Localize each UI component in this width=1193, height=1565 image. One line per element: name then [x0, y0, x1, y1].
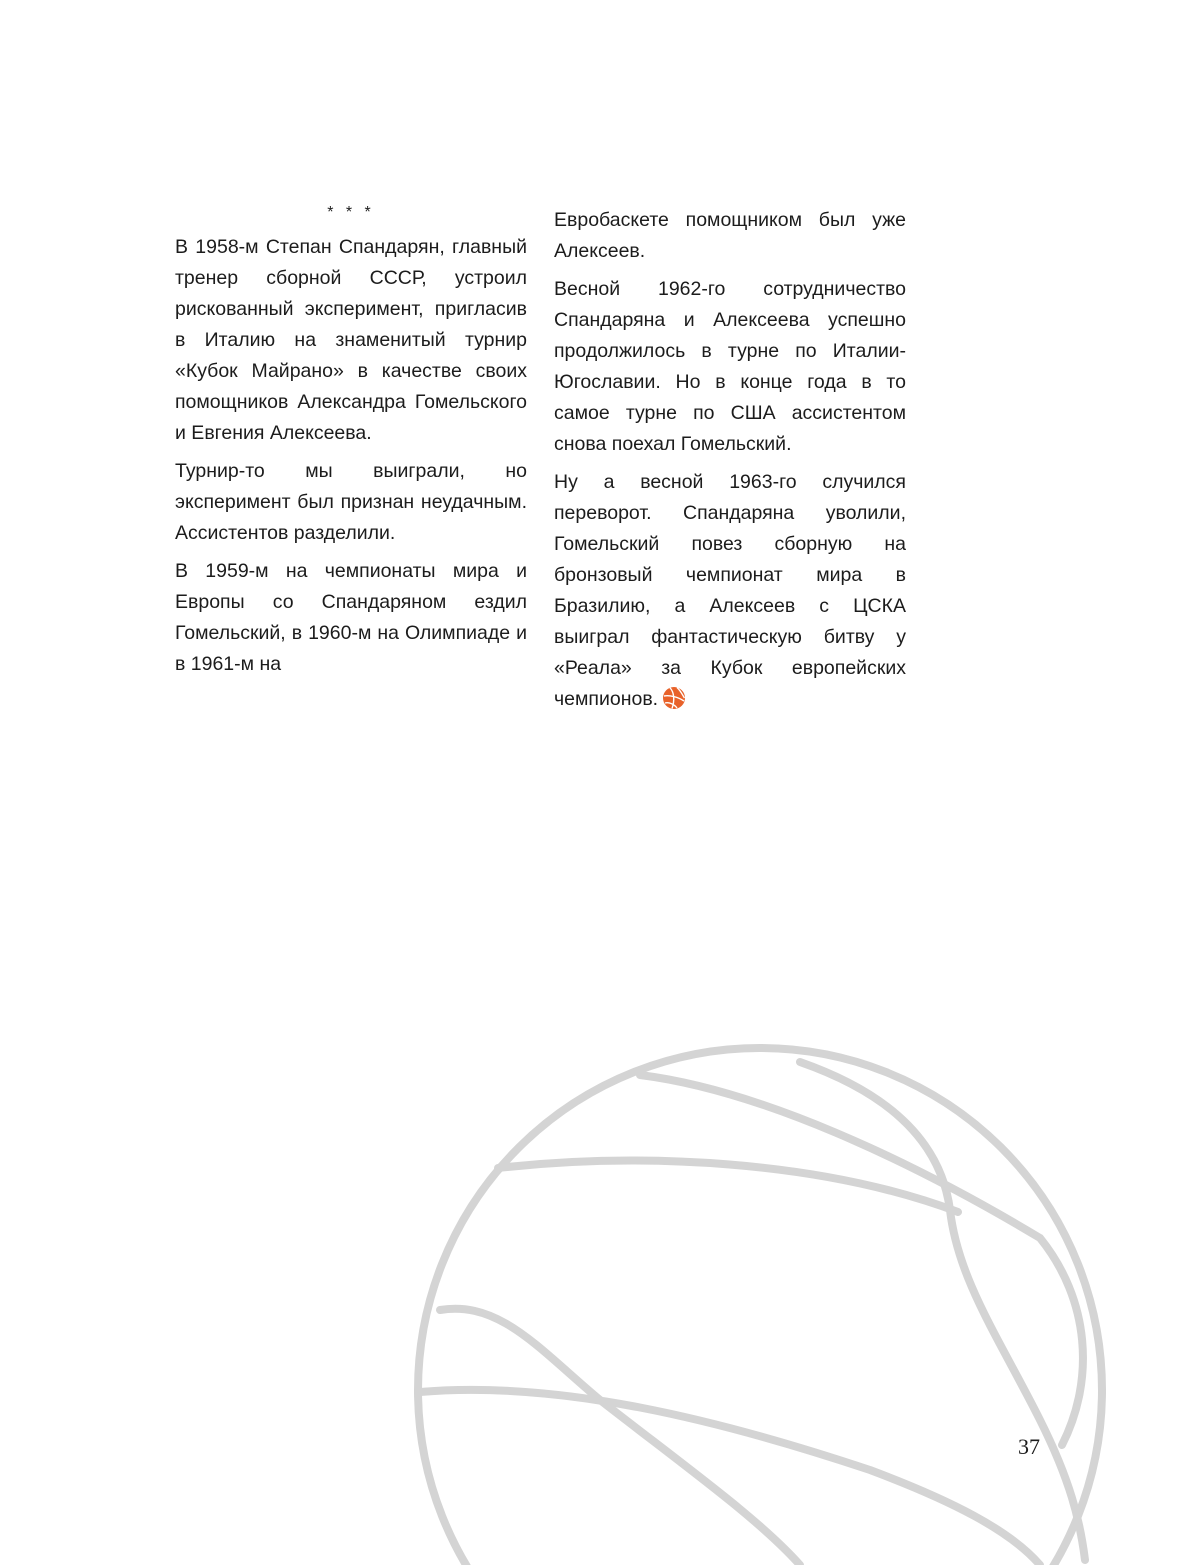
- paragraph: Весной 1962-го сотрудничество Спандаряна и Алексеева успешно продолжилось в турне по Италии-Югославии. Но в конце года в то самое турне по США ассистентом снова поехал Гомельский.: [554, 278, 906, 455]
- paragraph-text: Ну а весной 1963-го случился переворот. Спандаряна уволили, Гомельский повез сборную на бронзовый чемпионат мира в Бразилию, а Алексеев с ЦСКА выиграл фантастическую битву у «Реала» за Кубок европейских чемпионов.: [554, 471, 906, 710]
- basketball-icon: [662, 686, 686, 710]
- right-text-column: [554, 205, 906, 722]
- paragraph: В 1959-м на чемпионаты мира и Европы со Спандаряном ездил Гомельский, в 1960-м на Олимпиаде и в 1961-м на: [175, 560, 527, 675]
- paragraph: Турнир-то мы выиграли, но эксперимент был признан неудачным. Ассистентов разделили.: [175, 460, 527, 544]
- paragraph-final: [554, 467, 906, 715]
- page-number: 37: [1018, 1434, 1040, 1459]
- section-separator: * * *: [327, 204, 375, 221]
- paragraph: В 1958-м Степан Спандарян, главный тренер сборной СССР, устроил рискованный эксперимент, пригласив в Италию на знаменитый турнир «Кубок Майрано» в качестве своих помощников Александра Гомельского и Евгения Алексеева.: [175, 236, 527, 444]
- paragraph: Евробаскете помощником был уже Алексеев.: [554, 209, 906, 262]
- left-text-column: [175, 202, 527, 687]
